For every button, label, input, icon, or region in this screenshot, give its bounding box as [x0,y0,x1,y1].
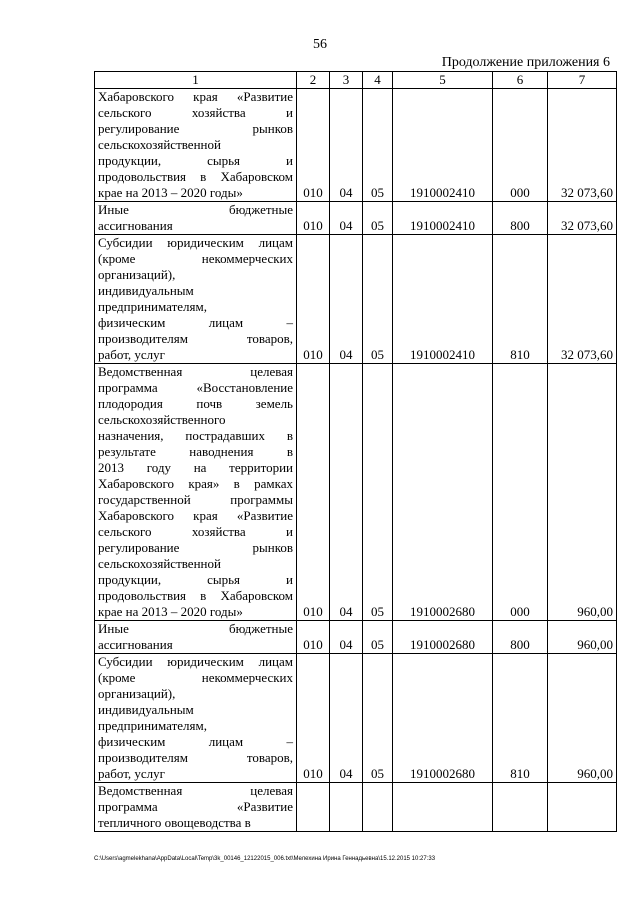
table-row [95,364,617,621]
amount-cell: 32 073,60 [548,202,617,235]
code-cell: 000 [493,364,548,621]
item-name-line: продукции, сырья и [98,153,293,168]
item-name-line: Иные бюджетные [98,621,293,636]
code-cell: 04 [330,621,363,654]
code-cell: 800 [493,621,548,654]
header-cell: 1 [95,72,297,89]
item-name-line: сельскохозяйственной [98,556,221,571]
table-row [95,89,617,202]
item-name-line: работ, услуг [98,766,166,781]
code-cell: 1910002410 [393,202,493,235]
item-name-line: 2013 году на территории [98,460,293,475]
file-path-footer: C:\Users\agmelekhana\AppData\Local\Temp\3k_00146_12122015_006.txt\Мелехина Ирина Геннадьевна\15.12.2015 10:27:33 [94,856,436,862]
code-cell: 04 [330,89,363,202]
code-cell: 010 [297,621,330,654]
code-cell: 810 [493,235,548,364]
item-name-cell [95,621,297,654]
item-name-line: тепличного овощеводства в [98,815,251,830]
code-cell: 010 [297,235,330,364]
item-name-cell [95,235,297,364]
table-row [95,654,617,783]
code-cell: 04 [330,654,363,783]
code-cell: 04 [330,202,363,235]
header-cell: 7 [548,72,617,89]
page-number: 56 [313,37,327,52]
code-cell: 04 [330,364,363,621]
budget-table [94,71,617,832]
item-name-line: (кроме некоммерческих [98,251,293,266]
item-name-line: физическим лицам – [98,315,293,330]
code-cell: 000 [493,89,548,202]
item-name-line: предпринимателям, [98,299,207,314]
item-name-line: Хабаровского края «Развитие [98,508,293,523]
amount-cell: 32 073,60 [548,89,617,202]
header-row [95,72,617,89]
amount-cell: 960,00 [548,654,617,783]
code-cell: 010 [297,89,330,202]
table-row [95,783,617,832]
amount-cell [548,783,617,832]
code-cell: 05 [363,235,393,364]
item-name-line: программа «Восстановление [98,380,293,395]
item-name-line: физическим лицам – [98,734,293,749]
item-name-line: назначения, пострадавших в [98,428,293,443]
item-name-line: программа «Развитие [98,799,293,814]
appendix-note: Продолжение приложения 6 [441,55,610,70]
item-name-cell [95,89,297,202]
header-cell: 5 [393,72,493,89]
code-cell: 05 [363,364,393,621]
code-cell: 010 [297,654,330,783]
code-cell: 800 [493,202,548,235]
code-cell [297,783,330,832]
amount-cell: 32 073,60 [548,235,617,364]
item-name-line: индивидуальным [98,283,194,298]
item-name-line: крае на 2013 – 2020 годы» [98,604,243,619]
item-name-line: Ведомственная целевая [98,364,293,379]
code-cell [330,783,363,832]
header-cell: 6 [493,72,548,89]
code-cell: 04 [330,235,363,364]
code-cell: 1910002410 [393,89,493,202]
item-name-line: ассигнования [98,218,173,233]
item-name-line: организаций), [98,267,176,282]
code-cell: 05 [363,621,393,654]
item-name-line: предпринимателям, [98,718,207,733]
code-cell: 1910002680 [393,654,493,783]
item-name-line: сельскохозяйственной [98,137,221,152]
item-name-line: плодородия почв земель [98,396,293,411]
item-name-line: регулирование рынков [98,540,293,555]
code-cell: 010 [297,202,330,235]
item-name-cell [95,654,297,783]
header-cell: 3 [330,72,363,89]
table-row [95,621,617,654]
code-cell: 1910002410 [393,235,493,364]
code-cell: 1910002680 [393,364,493,621]
item-name-line: крае на 2013 – 2020 годы» [98,185,243,200]
item-name-line: Субсидии юридическим лицам [98,235,293,250]
item-name-line: производителям товаров, [98,331,293,346]
item-name-line: продовольствия в Хабаровском [98,588,293,603]
code-cell: 05 [363,654,393,783]
code-cell [363,783,393,832]
item-name-line: Ведомственная целевая [98,783,293,798]
table-row [95,235,617,364]
item-name-line: сельского хозяйства и [98,105,293,120]
code-cell [493,783,548,832]
item-name-line: организаций), [98,686,176,701]
item-name-line: государственной программы [98,492,293,507]
amount-cell: 960,00 [548,364,617,621]
header-cell: 2 [297,72,330,89]
item-name-line: сельскохозяйственного [98,412,226,427]
item-name-line: сельского хозяйства и [98,524,293,539]
item-name-line: продукции, сырья и [98,572,293,587]
item-name-line: работ, услуг [98,347,166,362]
table-row [95,202,617,235]
code-cell [393,783,493,832]
code-cell: 810 [493,654,548,783]
item-name-line: продовольствия в Хабаровском [98,169,293,184]
item-name-line: производителям товаров, [98,750,293,765]
code-cell: 010 [297,364,330,621]
item-name-line: Иные бюджетные [98,202,293,217]
item-name-line: индивидуальным [98,702,194,717]
item-name-line: Хабаровского края» в рамках [98,476,293,491]
item-name-line: (кроме некоммерческих [98,670,293,685]
code-cell: 05 [363,89,393,202]
item-name-cell [95,202,297,235]
item-name-cell [95,783,297,832]
item-name-line: Хабаровского края «Развитие [98,89,293,104]
code-cell: 1910002680 [393,621,493,654]
item-name-line: результате наводнения в [98,444,293,459]
header-cell: 4 [363,72,393,89]
item-name-line: ассигнования [98,637,173,652]
item-name-line: Субсидии юридическим лицам [98,654,293,669]
item-name-cell [95,364,297,621]
amount-cell: 960,00 [548,621,617,654]
item-name-line: регулирование рынков [98,121,293,136]
code-cell: 05 [363,202,393,235]
